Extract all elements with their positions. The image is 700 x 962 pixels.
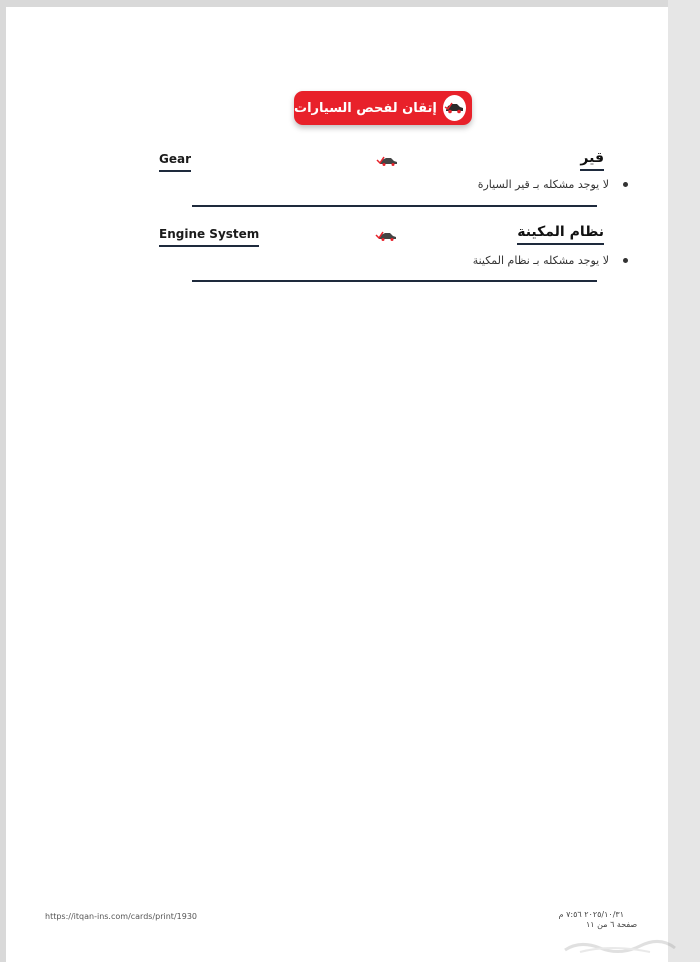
car-icon	[443, 95, 466, 121]
section-divider	[192, 280, 597, 282]
list-item-text: لا يوجد مشكله بـ قير السيارة	[477, 178, 609, 191]
brand-name: إتقان لفحص السيارات	[294, 100, 437, 116]
watermark-logo	[560, 936, 680, 956]
document-page	[6, 7, 668, 962]
list-item	[478, 178, 628, 191]
scroll-gutter	[668, 0, 700, 962]
footer-datetime: ٢٠٢٥/١٠/٣١ ٧:٥٦ م	[558, 910, 624, 919]
section-title-en: Engine System	[159, 227, 259, 247]
bullet-icon	[623, 182, 628, 187]
section-divider	[192, 205, 597, 207]
brand-badge	[294, 91, 472, 125]
footer-url[interactable]: https://itqan-ins.com/cards/print/1930	[45, 912, 197, 921]
list-item-text: لا يوجد مشكله بـ نظام المكينة	[472, 254, 609, 267]
footer-page-number: صفحة ٦ من ١١	[586, 920, 638, 929]
section-title-ar: قير	[580, 150, 604, 171]
section-title-en: Gear	[159, 152, 191, 172]
list-item	[473, 254, 628, 267]
car-logo-icon	[375, 230, 397, 242]
bullet-icon	[623, 258, 628, 263]
car-logo-icon	[376, 155, 398, 167]
section-title-ar: نظام المكينة	[517, 224, 604, 245]
